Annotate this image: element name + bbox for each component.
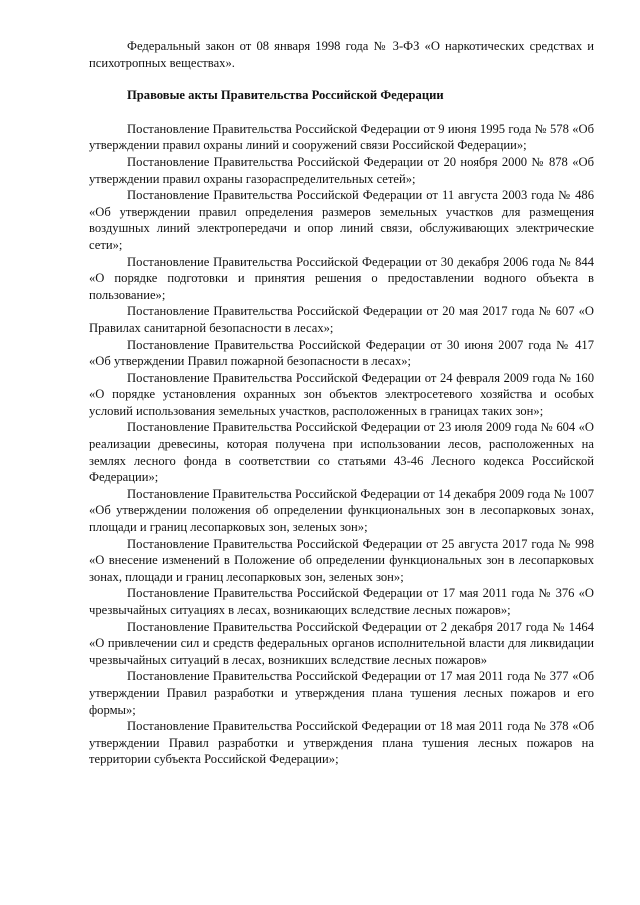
list-item: Постановление Правительства Российской Федерации от 30 декабря 2006 года № 844 «О порядке подготовки и принятия решения о предоставлении водного объекта в пользование»;	[89, 254, 594, 302]
list-item: Постановление Правительства Российской Федерации от 30 июня 2007 года № 417 «Об утверждении Правил пожарной безопасности в лесах»;	[89, 337, 594, 369]
list-item: Постановление Правительства Российской Федерации от 17 мая 2011 года № 376 «О чрезвычайных ситуациях в лесах, возникающих вследствие лесных пожаров»;	[89, 586, 594, 617]
list-item: Постановление Правительства Российской Федерации от 14 декабря 2009 года № 1007 «Об утверждении положения об определении функциональных зон в лесопарковых зонах, площади и границ лесопарковых зон, зеленых зон»;	[89, 486, 594, 535]
list-item: Постановление Правительства Российской Федерации от 11 августа 2003 года № 486 «Об утверждении правил определения размеров земельных участков для размещения воздушных линий электропередачи и опор линий связи, обслуживающих электрические сети»;	[89, 188, 594, 252]
list-item: Постановление Правительства Российской Федерации от 23 июля 2009 года № 604 «О реализации древесины, которая получена при использовании лесов, расположенных на землях лесного фонда в соответствии со статьями 43-46 Лесного кодекса Российской Федерации»;	[89, 420, 594, 485]
list-item: Постановление Правительства Российской Федерации от 24 февраля 2009 года № 160 «О порядке установления охранных зон объектов электросетевого хозяйства и особых условий использования земельных участков, расположенных в границах таких зон»;	[89, 370, 594, 418]
list-item: Постановление Правительства Российской Федерации от 25 августа 2017 года № 998 «О внесение изменений в Положение об определении функциональных зон в лесопарковых зонах, площади и границ лесопарковых зон, зеленых зон»;	[89, 536, 594, 584]
intro-paragraph: Федеральный закон от 08 января 1998 года № 3-ФЗ «О наркотических средствах и психотропных веществах».	[89, 39, 594, 70]
list-item: Постановление Правительства Российской Федерации от 17 мая 2011 года № 377 «Об утверждении Правил разработки и утверждения плана тушения лесных пожаров и его формы»;	[89, 669, 594, 717]
list-item: Постановление Правительства Российской Федерации от 2 декабря 2017 года № 1464 «О привлечении сил и средств федеральных органов исполнительной власти для ликвидации чрезвычайных ситуаций в лесах, возникших вследствие лесных пожаров»	[89, 619, 594, 667]
list-item: Постановление Правительства Российской Федерации от 20 мая 2017 года № 607 «О Правилах санитарной безопасности в лесах»;	[89, 304, 594, 335]
list-item: Постановление Правительства Российской Федерации от 20 ноября 2000 № 878 «Об утверждении правил охраны газораспределительных сетей»;	[89, 154, 594, 186]
section-heading: Правовые акты Правительства Российской Федерации	[127, 88, 444, 103]
list-item: Постановление Правительства Российской Федерации от 18 мая 2011 года № 378 «Об утверждении Правил разработки и утверждения плана тушения лесных пожаров на территории субъекта Российской Федерации»;	[89, 719, 594, 767]
list-item: Постановление Правительства Российской Федерации от 9 июня 1995 года № 578 «Об утверждении правил охраны линий и сооружений связи Российской Федерации»;	[89, 121, 594, 153]
document-page	[89, 38, 594, 768]
